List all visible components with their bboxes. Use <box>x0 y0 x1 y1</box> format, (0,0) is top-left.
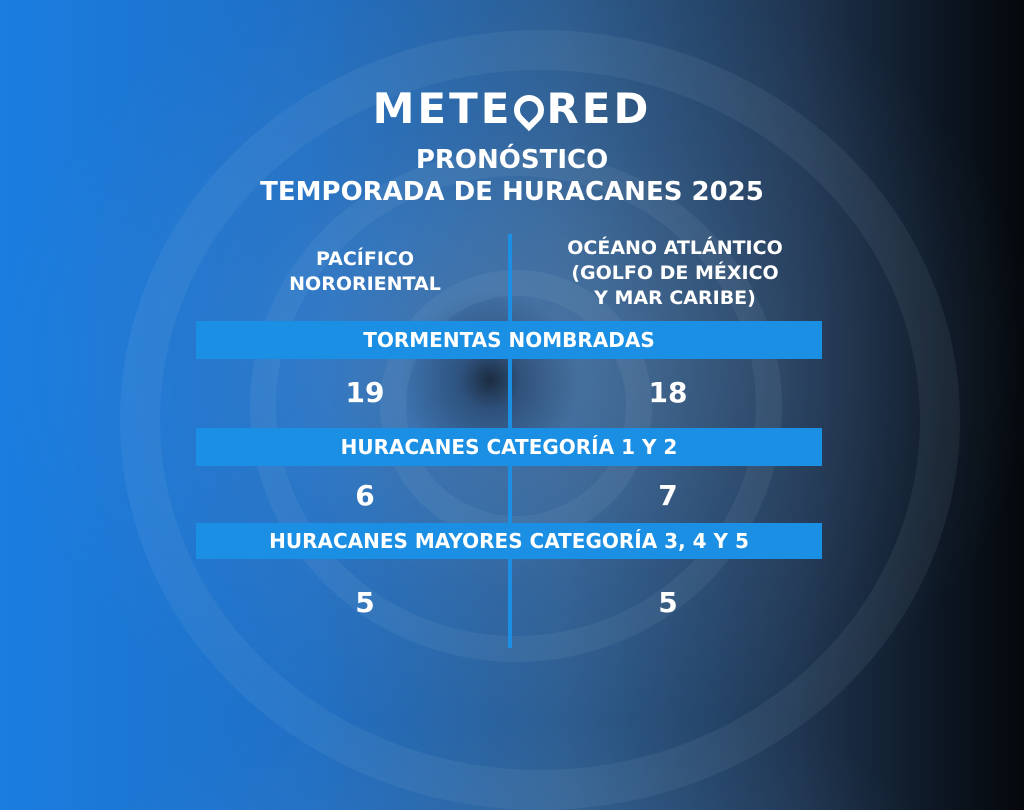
column-header-line: (GOLFO DE MÉXICO <box>571 262 779 284</box>
meteored-logo <box>0 84 1024 133</box>
column-header-line: PACÍFICO <box>315 248 415 270</box>
headline-forecast: PRONÓSTICO <box>415 145 609 175</box>
logo-text-end: RED <box>546 84 652 133</box>
value-pacific-major-hurricanes: 5 <box>355 586 375 619</box>
headline-season: TEMPORADA DE HURACANES 2025 <box>260 177 764 207</box>
column-header-line: OCÉANO ATLÁNTICO <box>567 237 783 259</box>
row-label-major-hurricanes: HURACANES MAYORES CATEGORÍA 3, 4 Y 5 <box>196 523 822 559</box>
value-atlantic-named-storms: 18 <box>648 376 688 409</box>
value-atlantic-hurricanes-cat-1-2: 7 <box>658 479 678 512</box>
row-label-named-storms: TORMENTAS NOMBRADAS <box>196 321 822 359</box>
column-header-atlantic <box>530 236 820 311</box>
row-label-hurricanes-cat-1-2: HURACANES CATEGORÍA 1 Y 2 <box>196 428 822 466</box>
value-atlantic-major-hurricanes: 5 <box>658 586 678 619</box>
value-pacific-hurricanes-cat-1-2: 6 <box>355 479 375 512</box>
column-header-pacific <box>262 247 468 297</box>
drop-icon <box>508 89 550 131</box>
column-header-line: Y MAR CARIBE) <box>594 287 756 309</box>
column-header-line: NORORIENTAL <box>289 273 441 295</box>
value-pacific-named-storms: 19 <box>345 376 385 409</box>
logo-text-start: METE <box>372 84 513 133</box>
